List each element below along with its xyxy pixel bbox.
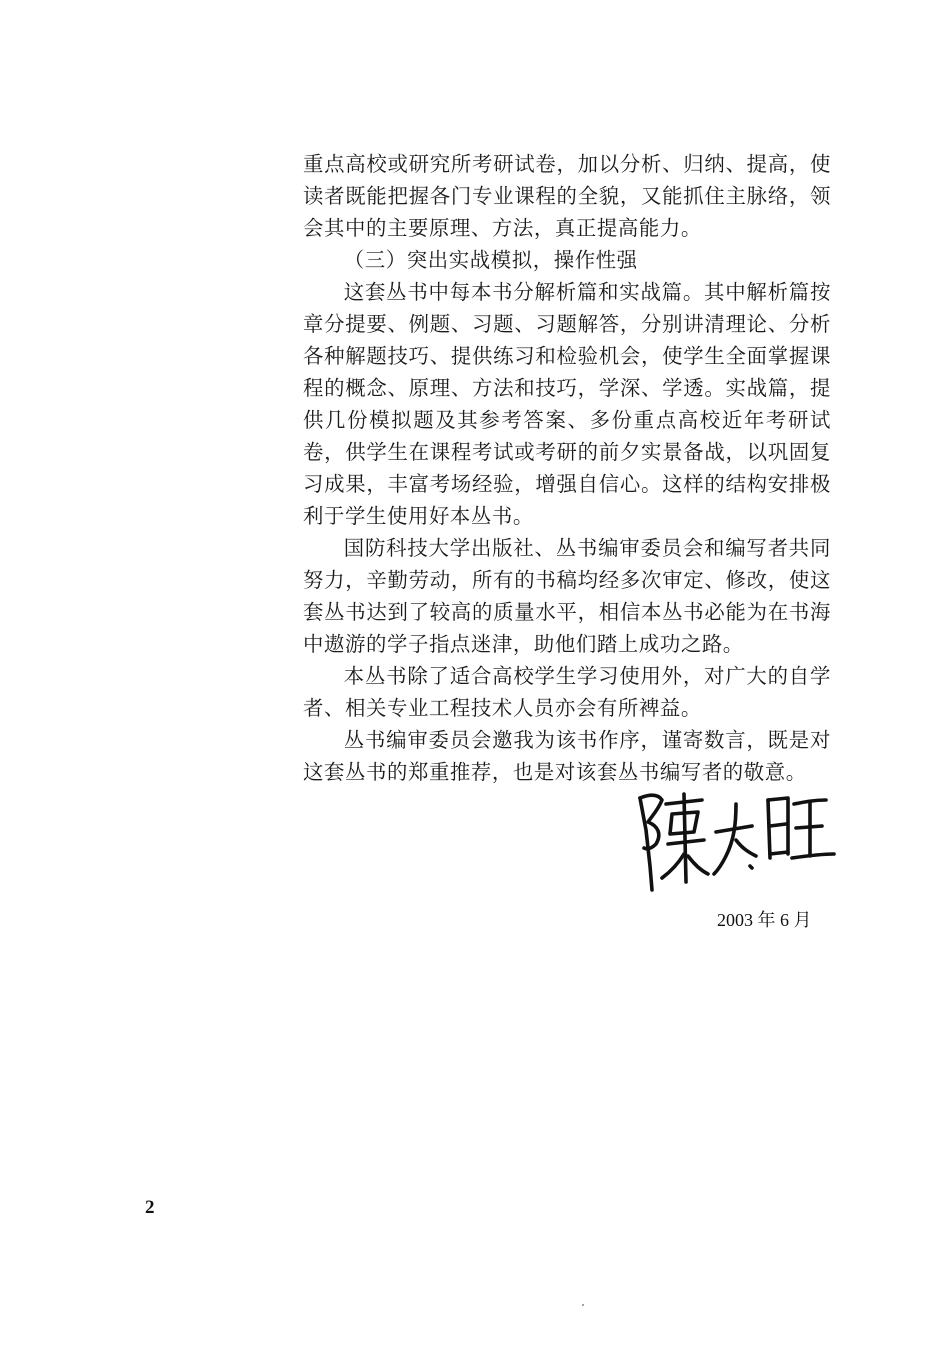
paragraph-5: 丛书编审委员会邀我为该书作序，谨寄数言，既是对这套丛书的郑重推荐，也是对该套丛书编写者的敬意。 xyxy=(303,728,831,784)
paragraph-4: 本丛书除了适合高校学生学习使用外，对广大的自学者、相关专业工程技术人员亦会有所裨益。 xyxy=(303,664,831,720)
paragraph-1: 重点高校或研究所考研试卷，加以分析、归纳、提高，使读者既能把握各门专业课程的全貌，又能抓住主脉络，领会其中的主要原理、方法，真正提高能力。 xyxy=(303,152,831,240)
preface-body xyxy=(303,148,831,788)
paragraph-3: 国防科技大学出版社、丛书编审委员会和编写者共同努力，辛勤劳动，所有的书稿均经多次审定、修改，使这套丛书达到了较高的质量水平，相信本丛书必能为在书海中遨游的学子指点迷津，助他们踏上成功之路。 xyxy=(303,536,831,656)
section-heading: （三）突出实战模拟，操作性强 xyxy=(343,248,638,272)
paragraph-2: 这套丛书中每本书分解析篇和实战篇。其中解析篇按章分提要、例题、习题、习题解答，分别讲清理论、分析各种解题技巧、提供练习和检验机会，使学生全面掌握课程的概念、原理、方法和技巧，学深、学透。实战篇，提供几份模拟题及其参考答案、多份重点高校近年考研试卷，供学生在课程考试或考研的前夕实景备战，以巩固复习成果，丰富考场经验，增强自信心。这样的结构安排极利于学生使用好本丛书。 xyxy=(303,280,831,528)
page-number: 2 xyxy=(145,1197,155,1218)
handwritten-signature xyxy=(628,770,838,895)
date-line: 2003 年 6 月 xyxy=(717,910,812,930)
scan-speck xyxy=(582,1304,584,1306)
